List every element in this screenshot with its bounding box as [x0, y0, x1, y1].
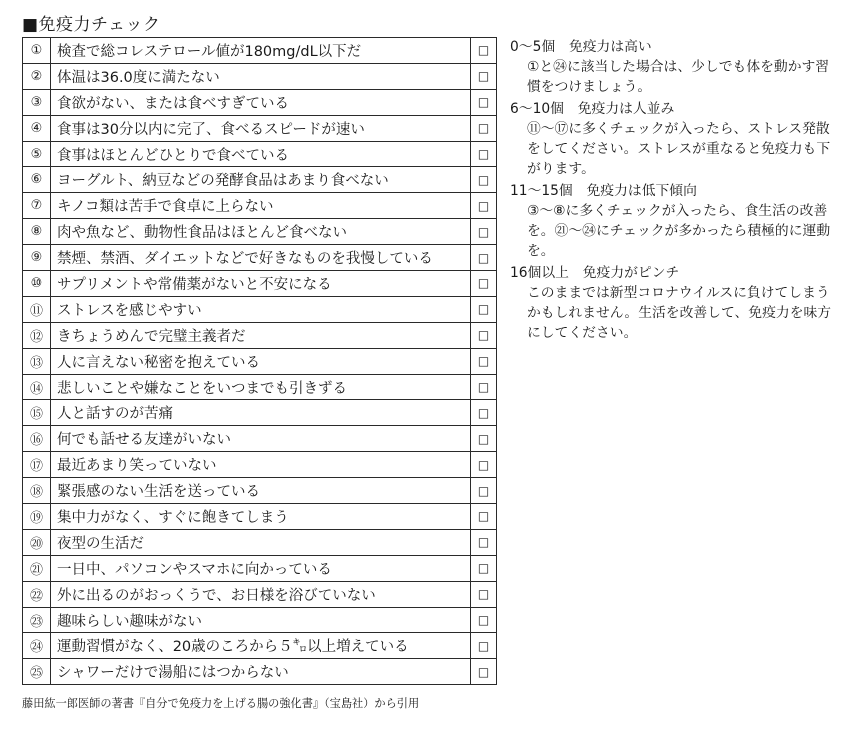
checklist-row	[23, 607, 497, 633]
item-text: 運動習慣がなく、20歳のころから５㌔以上増えている	[51, 633, 471, 659]
item-checkbox[interactable]: □	[471, 555, 497, 581]
item-number: ㉕	[23, 659, 51, 685]
item-checkbox[interactable]: □	[471, 452, 497, 478]
checklist-row	[23, 271, 497, 297]
item-checkbox[interactable]: □	[471, 633, 497, 659]
checklist-row	[23, 89, 497, 115]
item-checkbox[interactable]: □	[471, 245, 497, 271]
source-caption: 藤田紘一郎医師の著書『自分で免疫力を上げる腸の強化書』（宝島社）から引用	[22, 697, 420, 710]
checklist-row	[23, 219, 497, 245]
checklist-row	[23, 581, 497, 607]
checklist-row	[23, 167, 497, 193]
item-checkbox[interactable]: □	[471, 38, 497, 64]
item-text: 食事はほとんどひとりで食べている	[51, 141, 471, 167]
item-checkbox[interactable]: □	[471, 322, 497, 348]
item-checkbox[interactable]: □	[471, 659, 497, 685]
item-number: ⑲	[23, 504, 51, 530]
checklist-row	[23, 193, 497, 219]
result-block	[510, 181, 834, 261]
result-block	[510, 37, 834, 97]
item-text: 食事は30分以内に完了、食べるスピードが速い	[51, 115, 471, 141]
checklist-row	[23, 374, 497, 400]
item-text: 肉や魚など、動物性食品はほとんど食べない	[51, 219, 471, 245]
item-text: 人と話すのが苦痛	[51, 400, 471, 426]
item-checkbox[interactable]: □	[471, 219, 497, 245]
item-text: 人に言えない秘密を抱えている	[51, 348, 471, 374]
item-text: 何でも話せる友達がいない	[51, 426, 471, 452]
item-text: 夜型の生活だ	[51, 529, 471, 555]
checklist-row	[23, 141, 497, 167]
item-number: ⑫	[23, 322, 51, 348]
item-number: ⑩	[23, 271, 51, 297]
result-heading: 0～5個 免疫力は高い	[510, 39, 652, 55]
item-text: 食欲がない、または食べすぎている	[51, 89, 471, 115]
item-checkbox[interactable]: □	[471, 271, 497, 297]
item-number: ⑭	[23, 374, 51, 400]
score-results-panel	[510, 37, 834, 345]
item-checkbox[interactable]: □	[471, 193, 497, 219]
checklist-row	[23, 400, 497, 426]
item-number: ⑬	[23, 348, 51, 374]
item-checkbox[interactable]: □	[471, 478, 497, 504]
item-number: ①	[23, 38, 51, 64]
checklist-row	[23, 478, 497, 504]
item-text: 体温は36.0度に満たない	[51, 63, 471, 89]
checklist-row	[23, 555, 497, 581]
checklist-row	[23, 63, 497, 89]
item-text: 最近あまり笑っていない	[51, 452, 471, 478]
item-text: きちょうめんで完璧主義者だ	[51, 322, 471, 348]
item-text: 外に出るのがおっくうで、お日様を浴びていない	[51, 581, 471, 607]
immunity-checklist-table	[22, 37, 497, 685]
item-checkbox[interactable]: □	[471, 296, 497, 322]
checklist-row	[23, 115, 497, 141]
item-text: 検査で総コレステロール値が180mg/dL以下だ	[51, 38, 471, 64]
item-number: ⑤	[23, 141, 51, 167]
item-text: 趣味らしい趣味がない	[51, 607, 471, 633]
result-block	[510, 263, 834, 343]
item-checkbox[interactable]: □	[471, 607, 497, 633]
item-number: ②	[23, 63, 51, 89]
checklist-row	[23, 426, 497, 452]
item-text: 緊張感のない生活を送っている	[51, 478, 471, 504]
item-number: ㉒	[23, 581, 51, 607]
item-number: ㉑	[23, 555, 51, 581]
checklist-row	[23, 452, 497, 478]
checklist-row	[23, 348, 497, 374]
item-text: 一日中、パソコンやスマホに向かっている	[51, 555, 471, 581]
result-description: ③～⑧に多くチェックが入ったら、食生活の改善を。㉑～㉔にチェックが多かったら積極的に運動を。	[527, 203, 831, 259]
item-number: ㉔	[23, 633, 51, 659]
item-checkbox[interactable]: □	[471, 400, 497, 426]
checklist-row	[23, 245, 497, 271]
item-text: 集中力がなく、すぐに飽きてしまう	[51, 504, 471, 530]
item-number: ⑯	[23, 426, 51, 452]
checklist-row	[23, 529, 497, 555]
item-text: 禁煙、禁酒、ダイエットなどで好きなものを我慢している	[51, 245, 471, 271]
result-description: ①と㉔に該当した場合は、少しでも体を動かす習慣をつけましょう。	[527, 59, 830, 95]
result-heading: 16個以上 免疫力がピンチ	[510, 265, 680, 281]
item-checkbox[interactable]: □	[471, 89, 497, 115]
checklist-row	[23, 296, 497, 322]
item-text: シャワーだけで湯船にはつからない	[51, 659, 471, 685]
item-checkbox[interactable]: □	[471, 426, 497, 452]
item-text: ストレスを感じやすい	[51, 296, 471, 322]
item-checkbox[interactable]: □	[471, 581, 497, 607]
result-block	[510, 99, 834, 179]
item-checkbox[interactable]: □	[471, 167, 497, 193]
checklist-row	[23, 322, 497, 348]
item-checkbox[interactable]: □	[471, 115, 497, 141]
result-heading: 6～10個 免疫力は人並み	[510, 101, 675, 117]
item-checkbox[interactable]: □	[471, 529, 497, 555]
checklist-row	[23, 38, 497, 64]
item-number: ④	[23, 115, 51, 141]
item-number: ⑰	[23, 452, 51, 478]
item-checkbox[interactable]: □	[471, 141, 497, 167]
item-checkbox[interactable]: □	[471, 504, 497, 530]
item-text: サプリメントや常備薬がないと不安になる	[51, 271, 471, 297]
item-text: ヨーグルト、納豆などの発酵食品はあまり食べない	[51, 167, 471, 193]
item-number: ⑦	[23, 193, 51, 219]
item-text: 悲しいことや嫌なことをいつまでも引きずる	[51, 374, 471, 400]
item-number: ⑥	[23, 167, 51, 193]
item-number: ⑨	[23, 245, 51, 271]
item-number: ⑪	[23, 296, 51, 322]
item-checkbox[interactable]: □	[471, 374, 497, 400]
item-number: ③	[23, 89, 51, 115]
item-number: ㉓	[23, 607, 51, 633]
item-checkbox[interactable]: □	[471, 348, 497, 374]
result-heading: 11～15個 免疫力は低下傾向	[510, 183, 697, 199]
item-checkbox[interactable]: □	[471, 63, 497, 89]
result-description: ⑪～⑰に多くチェックが入ったら、ストレス発散をしてください。ストレスが重なると免疫力も下がります。	[527, 121, 831, 177]
checklist-row	[23, 659, 497, 685]
page-title: ■免疫力チェック	[22, 15, 161, 35]
item-number: ⑳	[23, 529, 51, 555]
item-text: キノコ類は苦手で食卓に上らない	[51, 193, 471, 219]
checklist-row	[23, 504, 497, 530]
checklist-row	[23, 633, 497, 659]
item-number: ⑮	[23, 400, 51, 426]
result-description: このままでは新型コロナウイルスに負けてしまうかもしれません。生活を改善して、免疫力を味方にしてください。	[527, 285, 832, 341]
item-number: ⑧	[23, 219, 51, 245]
item-number: ⑱	[23, 478, 51, 504]
